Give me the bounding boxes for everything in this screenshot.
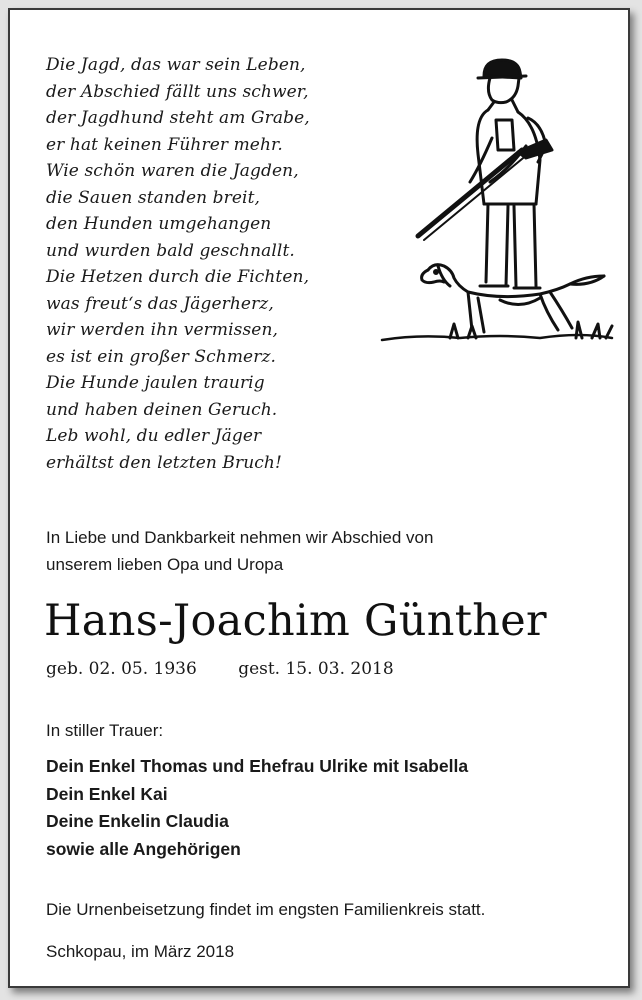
poem-line: Die Jagd, das war sein Leben, — [46, 55, 306, 75]
poem-line: der Abschied fällt uns schwer, — [46, 81, 309, 102]
intro-line: In Liebe und Dankbarkeit nehmen wir Abschied von — [46, 528, 434, 547]
poem-line: Die Hunde jaulen traurig — [46, 373, 265, 393]
mourning-label: In stiller Trauer: — [46, 721, 164, 740]
obituary-card — [8, 8, 630, 988]
poem-line: und wurden bald geschnallt. — [46, 240, 295, 261]
mourner: Deine Enkelin Claudia — [46, 811, 229, 831]
poem-line: Wie schön waren die Jagden, — [46, 161, 299, 181]
poem-line: die Sauen standen breit, — [46, 187, 261, 208]
hunter-with-rifle-and-dog-icon — [380, 54, 616, 350]
poem — [46, 52, 310, 476]
poem-line: den Hunden umgehangen — [46, 214, 272, 234]
poem-line: wir werden ihn vermissen, — [46, 320, 278, 340]
intro-line: unserem lieben Opa und Uropa — [46, 555, 284, 574]
deceased-name: Hans-Joachim Günther — [44, 596, 547, 646]
place-date: Schkopau, im März 2018 — [46, 942, 235, 961]
poem-line: der Jagdhund steht am Grabe, — [46, 108, 310, 128]
poem-line: Die Hetzen durch die Fichten, — [46, 267, 310, 287]
poem-line: er hat keinen Führer mehr. — [46, 134, 283, 155]
mourner: Dein Enkel Kai — [46, 783, 168, 804]
death-date: gest. 15. 03. 2018 — [238, 659, 394, 679]
life-dates — [46, 659, 394, 679]
mourner: Dein Enkel Thomas und Ehefrau Ulrike mit Isabella — [46, 756, 469, 776]
mourner: sowie alle Angehörigen — [46, 838, 241, 859]
poem-line: erhältst den letzten Bruch! — [46, 452, 282, 473]
birth-date: geb. 02. 05. 1936 — [46, 659, 197, 679]
mourners-list — [46, 753, 468, 863]
intro-text — [46, 524, 433, 578]
burial-notice: Die Urnenbeisetzung findet im engsten Familienkreis statt. — [46, 900, 486, 919]
poem-line: was freut‘s das Jägerherz, — [46, 293, 274, 314]
poem-line: es ist ein großer Schmerz. — [46, 346, 277, 367]
poem-line: und haben deinen Geruch. — [46, 399, 278, 420]
poem-line: Leb wohl, du edler Jäger — [46, 426, 262, 446]
